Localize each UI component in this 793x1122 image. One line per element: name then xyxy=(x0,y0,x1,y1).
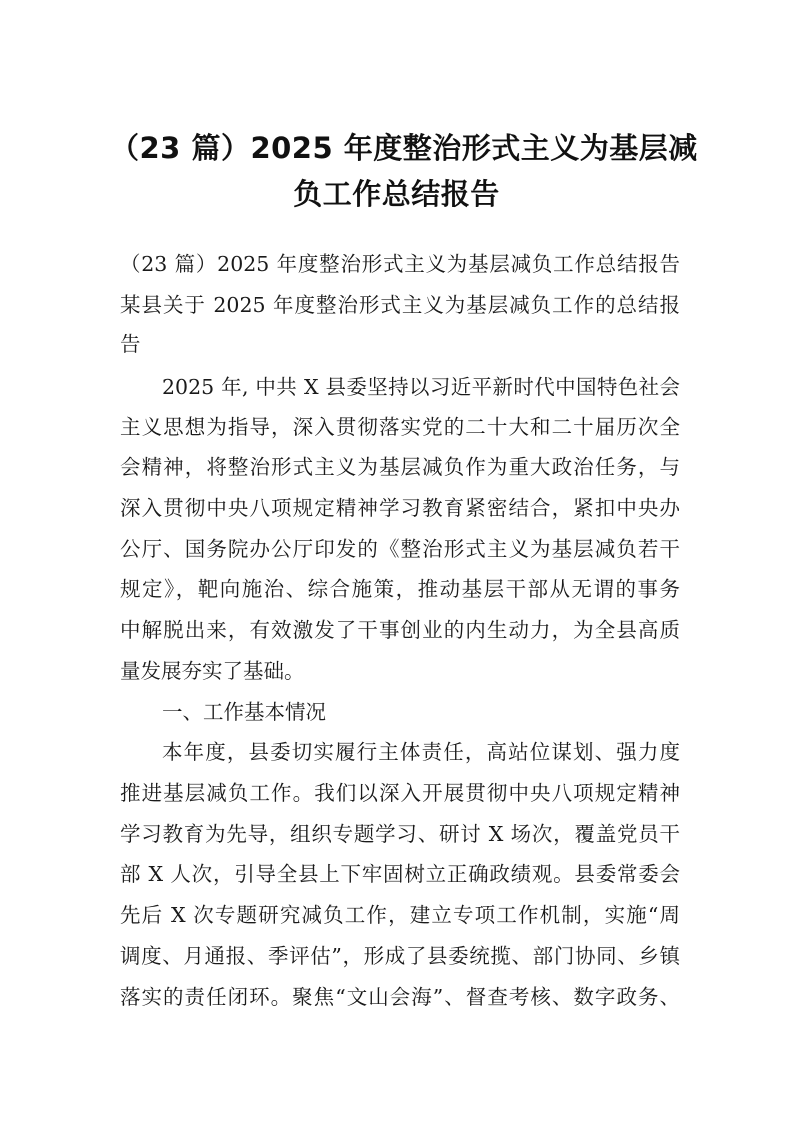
paragraph-line: 主义思想为指导，深入贯彻落实党的二十大和二十届历次全 xyxy=(120,415,680,439)
paragraph-line: 本年度，县委切实履行主体责任，高站位谋划、强力度 xyxy=(162,740,680,764)
paragraph-line: 会精神，将整治形式主义为基层减负作为重大政治任务，与 xyxy=(120,455,680,479)
paragraph-line: 规定》，靶向施治、综合施策，推动基层干部从无谓的事务 xyxy=(120,577,680,601)
paragraph-line: 公厅、国务院办公厅印发的《整治形式主义为基层减负若干 xyxy=(120,537,680,561)
heading-line: 告 xyxy=(120,332,141,356)
paragraph-line: 先后 X 次专题研究减负工作，建立专项工作机制，实施“周 xyxy=(120,903,680,927)
subtitle-line: （23 篇）2025 年度整治形式主义为基层减负工作总结报告 xyxy=(120,252,680,276)
paragraph-line: 部 X 人次，引导全县上下牢固树立正确政绩观。县委常委会 xyxy=(120,862,680,886)
section-heading: 一、工作基本情况 xyxy=(162,700,326,724)
paragraph-line: 推进基层减负工作。我们以深入开展贯彻中央八项规定精神 xyxy=(120,781,680,805)
paragraph-line: 深入贯彻中央八项规定精神学习教育紧密结合，紧扣中央办 xyxy=(120,496,680,520)
paragraph-line: 量发展夯实了基础。 xyxy=(120,659,305,683)
paragraph-line: 落实的责任闭环。聚焦“文山会海”、督查考核、数字政务、 xyxy=(120,985,680,1009)
document-title-line-2: 负工作总结报告 xyxy=(293,177,500,211)
paragraph-line: 调度、月通报、季评估”，形成了县委统揽、部门协同、乡镇 xyxy=(120,944,680,968)
paragraph-line: 学习教育为先导，组织专题学习、研讨 X 场次，覆盖党员干 xyxy=(120,822,680,846)
heading-line: 某县关于 2025 年度整治形式主义为基层减负工作的总结报 xyxy=(120,293,680,317)
document-title-line-1: （23 篇）2025 年度整治形式主义为基层减 xyxy=(110,131,698,165)
paragraph-line: 中解脱出来，有效激发了干事创业的内生动力，为全县高质 xyxy=(120,618,680,642)
paragraph-line: 2025 年, 中共 X 县委坚持以习近平新时代中国特色社会 xyxy=(162,375,680,399)
